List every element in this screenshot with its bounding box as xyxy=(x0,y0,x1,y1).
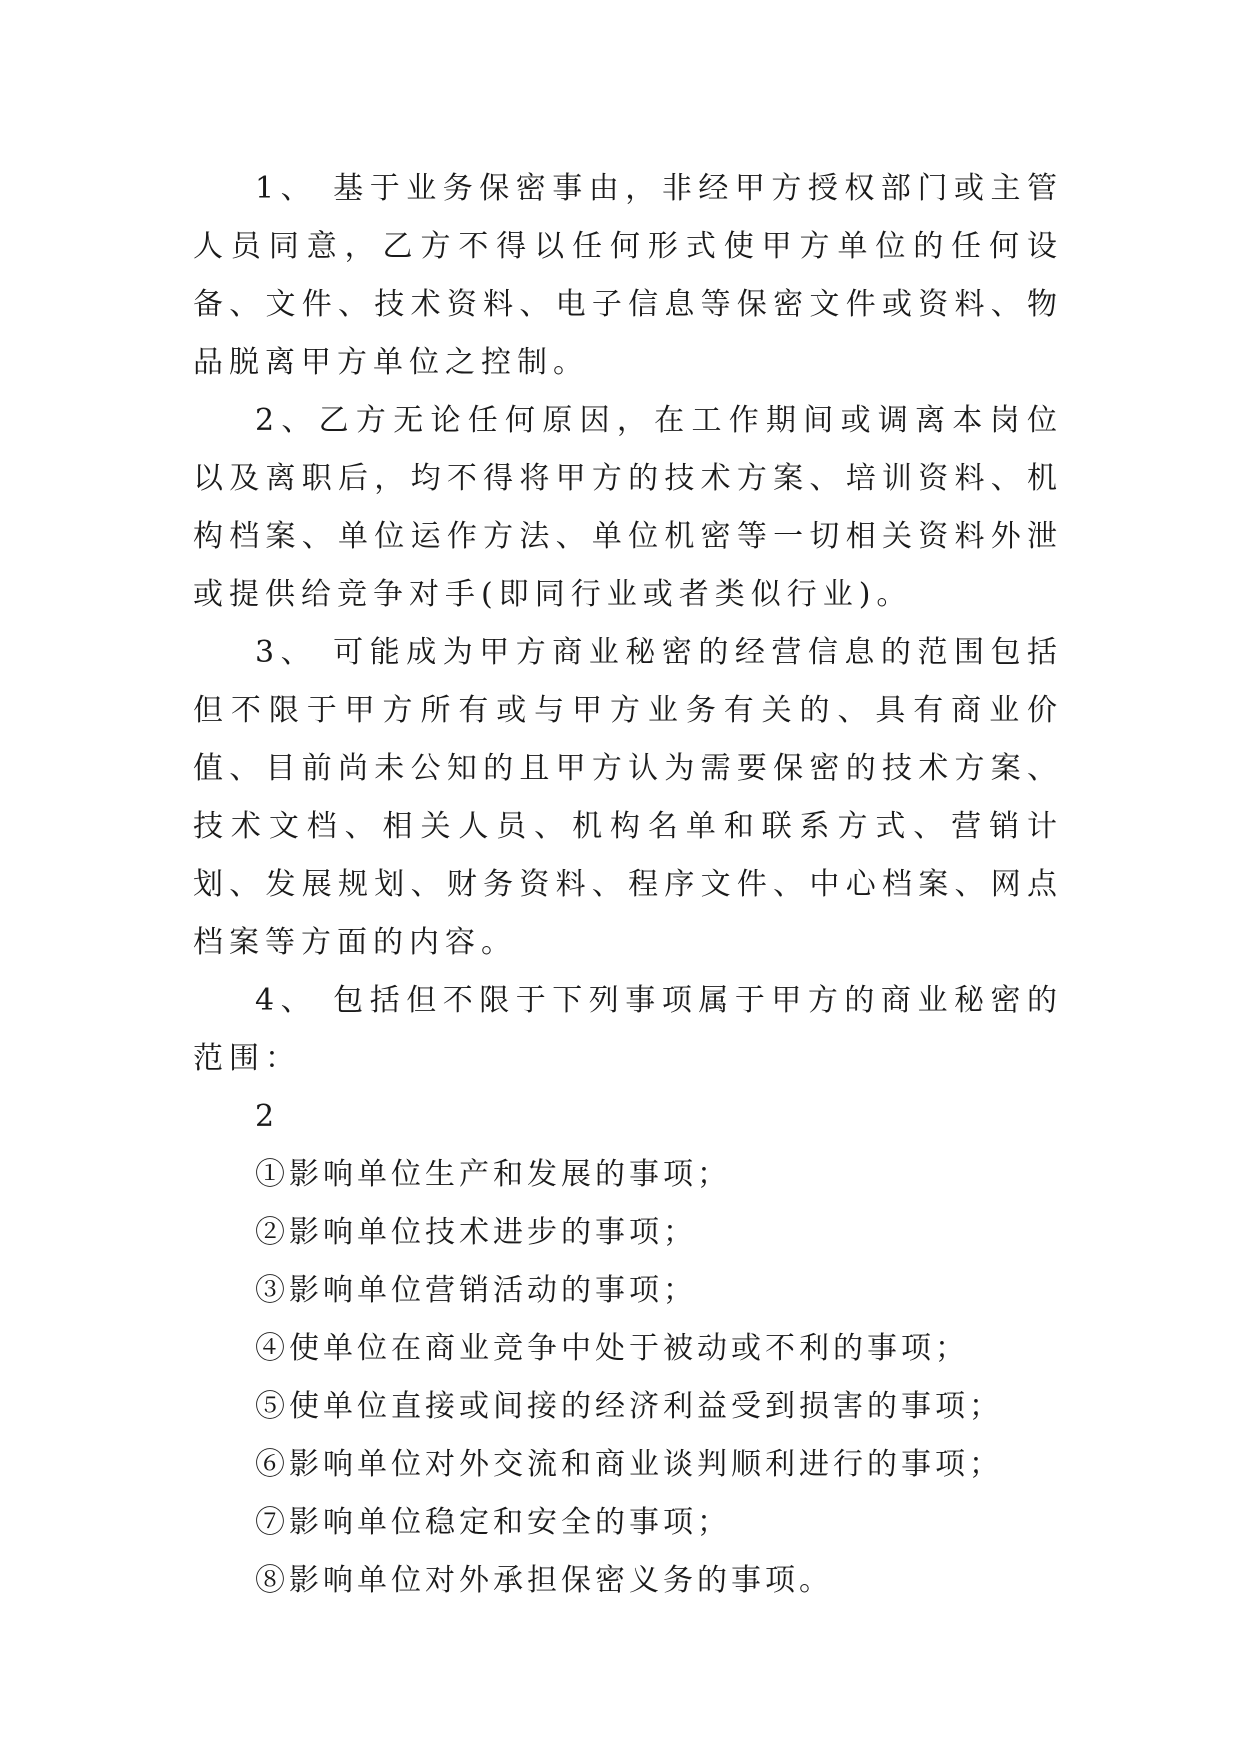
document-body xyxy=(193,160,1063,1610)
list-item: ⑧影响单位对外承担保密义务的事项。 xyxy=(255,1563,833,1598)
list-item: ④使单位在商业竞争中处于被动或不利的事项； xyxy=(255,1331,969,1366)
paragraph-3: 3、 可能成为甲方商业秘密的经营信息的范围包括但不限于甲方所有或与甲方业务有关的、具有商业价值、目前尚未公知的且甲方认为需要保密的技术方案、技术文档、相关人员、机构名单和联系方式、营销计划、发展规划、财务资料、程序文件、中心档案、网点档案等方面的内容。 xyxy=(193,635,1063,960)
list-item: ⑦影响单位稳定和安全的事项； xyxy=(255,1505,731,1540)
list-item: ②影响单位技术进步的事项； xyxy=(255,1215,697,1250)
list-item: ③影响单位营销活动的事项； xyxy=(255,1273,697,1308)
list-item: ⑤使单位直接或间接的经济利益受到损害的事项； xyxy=(255,1389,1003,1424)
list-item: ①影响单位生产和发展的事项； xyxy=(255,1157,731,1192)
page-number: 2 xyxy=(255,1099,279,1134)
paragraph-2: 2、乙方无论任何原因，在工作期间或调离本岗位以及离职后，均不得将甲方的技术方案、培训资料、机构档案、单位运作方法、单位机密等一切相关资料外泄或提供给竞争对手(即同行业或者类似行业)。 xyxy=(193,403,1063,612)
paragraph-1: 1、 基于业务保密事由，非经甲方授权部门或主管人员同意，乙方不得以任何形式使甲方单位的任何设备、文件、技术资料、电子信息等保密文件或资料、物品脱离甲方单位之控制。 xyxy=(193,171,1063,380)
paragraph-4: 4、 包括但不限于下列事项属于甲方的商业秘密的范围： xyxy=(193,983,1063,1076)
list-item: ⑥影响单位对外交流和商业谈判顺利进行的事项； xyxy=(255,1447,1003,1482)
